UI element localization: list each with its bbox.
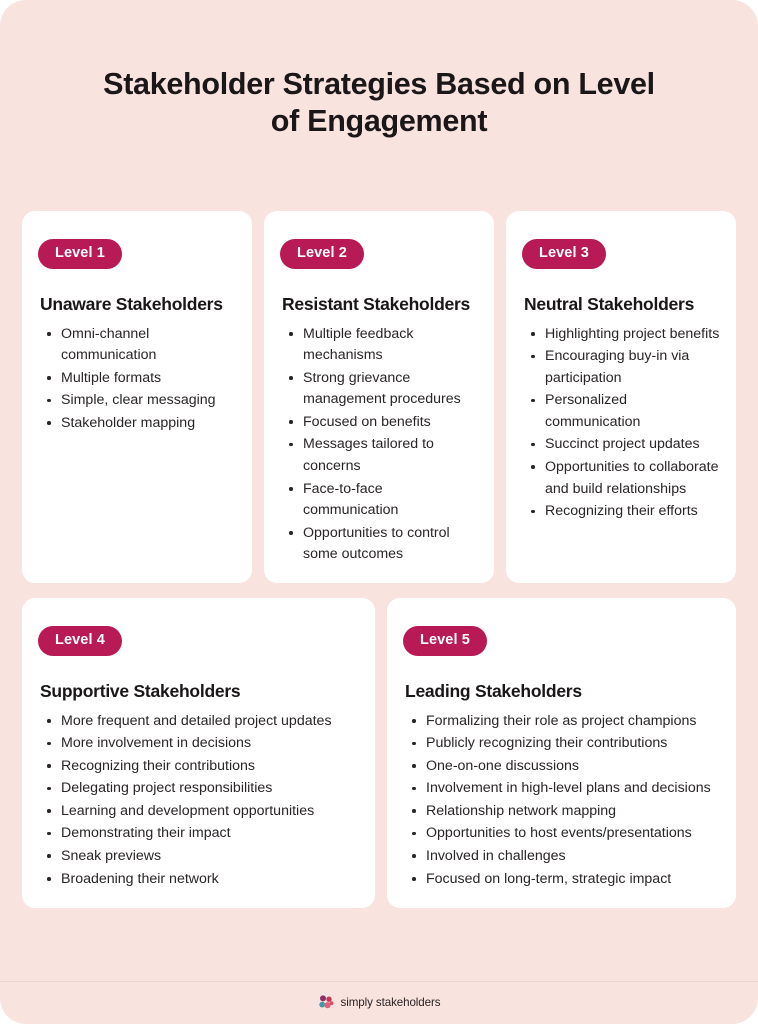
card-heading-level-4: Supportive Stakeholders xyxy=(40,680,241,701)
list-item: Highlighting project benefits xyxy=(543,324,720,346)
list-item: Delegating project responsibilities xyxy=(59,778,359,800)
card-row-bottom xyxy=(22,598,736,908)
card-level-5 xyxy=(387,598,736,908)
card-grid xyxy=(22,211,736,908)
list-item: Focused on benefits xyxy=(301,412,478,434)
point-list-level-3 xyxy=(522,324,720,523)
list-item: Involvement in high-level plans and decisions xyxy=(424,778,720,800)
point-list-level-5 xyxy=(403,711,720,891)
card-level-2 xyxy=(264,211,494,583)
card-level-3 xyxy=(506,211,736,583)
badge-level-1: Level 1 xyxy=(38,239,122,269)
badge-level-2: Level 2 xyxy=(280,239,364,269)
list-item: Publicly recognizing their contributions xyxy=(424,733,720,755)
card-heading-level-5: Leading Stakeholders xyxy=(405,680,582,701)
list-item: Face-to-face communication xyxy=(301,479,478,522)
point-list-level-4 xyxy=(38,711,359,891)
badge-level-5: Level 5 xyxy=(403,626,487,656)
badge-level-3: Level 3 xyxy=(522,239,606,269)
list-item: Relationship network mapping xyxy=(424,801,720,823)
flower-dots-logo-icon xyxy=(318,995,335,1010)
card-level-4 xyxy=(22,598,375,908)
list-item: Broadening their network xyxy=(59,869,359,891)
card-heading-level-1: Unaware Stakeholders xyxy=(40,293,223,314)
page-title xyxy=(0,0,758,140)
point-list-level-1 xyxy=(38,324,236,435)
footer-brand-name: simply stakeholders xyxy=(340,996,441,1009)
list-item: Messages tailored to concerns xyxy=(301,434,478,477)
badge-level-4: Level 4 xyxy=(38,626,122,656)
point-list-level-2 xyxy=(280,324,478,566)
card-heading-level-2: Resistant Stakeholders xyxy=(282,293,471,314)
list-item: Simple, clear messaging xyxy=(59,390,236,412)
card-level-1 xyxy=(22,211,252,583)
list-item: Succinct project updates xyxy=(543,434,720,456)
list-item: Recognizing their contributions xyxy=(59,756,359,778)
list-item: Opportunities to collaborate and build relationships xyxy=(543,457,720,500)
list-item: Recognizing their efforts xyxy=(543,501,720,523)
page-title-line-1: Stakeholder Strategies Based on Level xyxy=(103,67,655,101)
list-item: Omni-channel communication xyxy=(59,324,236,367)
card-heading-level-3: Neutral Stakeholders xyxy=(524,293,695,314)
list-item: Sneak previews xyxy=(59,846,359,868)
list-item: Opportunities to host events/presentations xyxy=(424,823,720,845)
list-item: Personalized communication xyxy=(543,390,720,433)
list-item: Encouraging buy-in via participation xyxy=(543,346,720,389)
list-item: Multiple formats xyxy=(59,368,236,390)
list-item: Focused on long-term, strategic impact xyxy=(424,869,720,891)
list-item: Stakeholder mapping xyxy=(59,413,236,435)
list-item: Opportunities to control some outcomes xyxy=(301,523,478,566)
page-title-line-2: of Engagement xyxy=(270,104,488,139)
list-item: Multiple feedback mechanisms xyxy=(301,324,478,367)
list-item: Strong grievance management procedures xyxy=(301,368,478,411)
list-item: Formalizing their role as project champions xyxy=(424,711,720,733)
list-item: Involved in challenges xyxy=(424,846,720,868)
footer xyxy=(0,981,758,1024)
list-item: Learning and development opportunities xyxy=(59,801,359,823)
list-item: One-on-one discussions xyxy=(424,756,720,778)
card-row-top xyxy=(22,211,736,583)
list-item: Demonstrating their impact xyxy=(59,823,359,845)
list-item: More involvement in decisions xyxy=(59,733,359,755)
list-item: More frequent and detailed project updates xyxy=(59,711,359,733)
